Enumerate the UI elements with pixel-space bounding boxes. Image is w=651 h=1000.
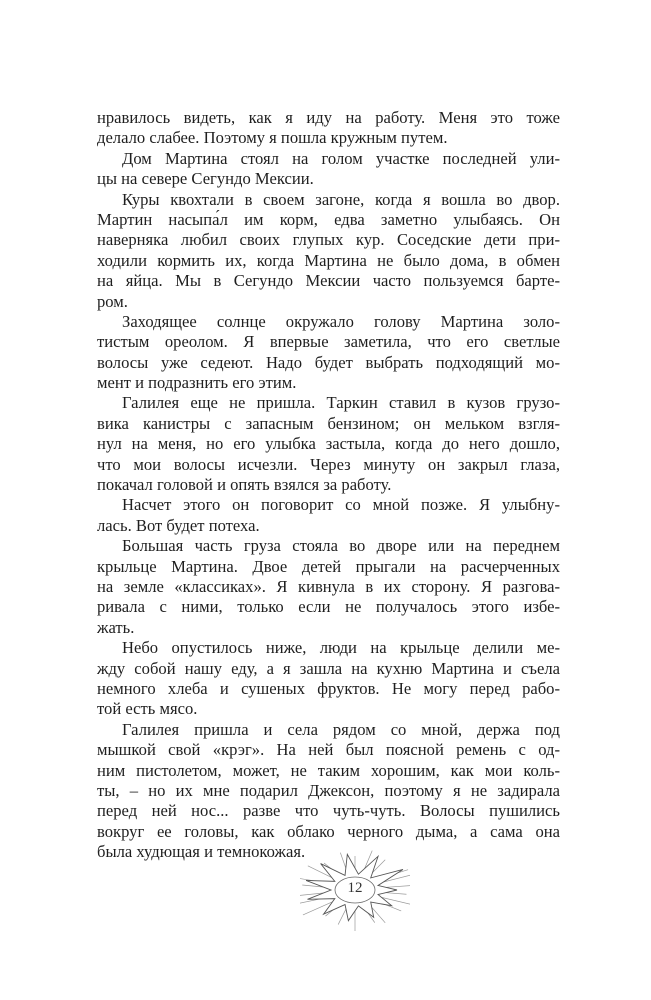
text-line: на яйца. Мы в Сегундо Мексии часто пользуемся барте- xyxy=(97,271,560,291)
text-line: жду собой нашу еду, а я зашла на кухню Мартина и съела xyxy=(97,658,560,678)
text-line: нравилось видеть, как я иду на работу. Меня это тоже xyxy=(97,108,560,127)
text-line: вокруг ее головы, как облако черного дыма, а сама она xyxy=(97,821,560,841)
text-line: Дом Мартина стоял на голом участке последней ули- xyxy=(122,148,560,168)
page-number-ornament xyxy=(300,848,410,938)
text-line: ним пистолетом, может, не таким хорошим, как мои коль- xyxy=(97,760,560,780)
text-line: мент и подразнить его этим. xyxy=(97,373,297,393)
text-line: Заходящее солнце окружало голову Мартина золо- xyxy=(122,311,560,331)
text-line: лась. Вот будет потеха. xyxy=(97,515,260,535)
text-line: ром. xyxy=(97,291,128,311)
text-line: была худющая и темнокожая. xyxy=(97,842,306,862)
text-line: цы на севере Сегундо Мексии. xyxy=(97,169,314,189)
text-line: жать. xyxy=(97,617,135,637)
text-line: Куры квохтали в своем загоне, когда я вошла во двор. xyxy=(122,189,560,209)
text-line: ходили кормить их, когда Мартина не было дома, в обмен xyxy=(97,250,560,270)
text-line: Небо опустилось ниже, люди на крыльце делили ме- xyxy=(122,638,560,658)
text-line: вика канистры с запасным бензином; он мельком взгля- xyxy=(97,413,560,433)
text-line: перед ней нос... разве что чуть-чуть. Волосы пушились xyxy=(97,801,560,821)
text-line: крыльце Мартина. Двое детей прыгали на расчерченных xyxy=(97,556,560,576)
text-line: ты, – но их мне подарил Джексон, поэтому я не задирала xyxy=(97,780,560,800)
body-text xyxy=(97,108,560,862)
text-line: Мартин насыпа́л им корм, едва заметно улыбаясь. Он xyxy=(97,209,560,229)
text-line: Галилея еще не пришла. Таркин ставил в кузов грузо- xyxy=(122,393,560,413)
text-line: на земле «классиках». Я кивнула в их сторону. Я разгова- xyxy=(97,576,560,596)
text-line: той есть мясо. xyxy=(97,699,198,719)
text-line: ривала с ними, только если не получалось этого избе- xyxy=(97,597,560,617)
text-line: тистым ореолом. Я впервые заметила, что его светлые xyxy=(97,332,560,352)
text-line: делало слабее. Поэтому я пошла кружным путем. xyxy=(97,128,448,148)
text-line: Большая часть груза стояла во дворе или на переднем xyxy=(122,536,560,556)
page-number: 12 xyxy=(347,880,363,896)
text-line: Насчет этого он поговорит со мной позже. Я улыбну- xyxy=(122,495,560,515)
text-line: Галилея пришла и села рядом со мной, держа под xyxy=(122,719,560,739)
text-line: покачал головой и опять взялся за работу. xyxy=(97,475,392,495)
text-line: нул на меня, но его улыбка застыла, когда до него дошло, xyxy=(97,434,560,454)
text-line: немного хлеба и сушеных фруктов. Не могу перед рабо- xyxy=(97,678,560,698)
text-line: наверняка любил своих глупых кур. Соседские дети при- xyxy=(97,230,560,250)
text-line: мышкой свой «крэг». На ней был поясной ремень с од- xyxy=(97,740,560,760)
text-line: волосы уже седеют. Надо будет выбрать подходящий мо- xyxy=(97,352,560,372)
text-line: что мои волосы исчезли. Через минуту он закрыл глаза, xyxy=(97,454,560,474)
